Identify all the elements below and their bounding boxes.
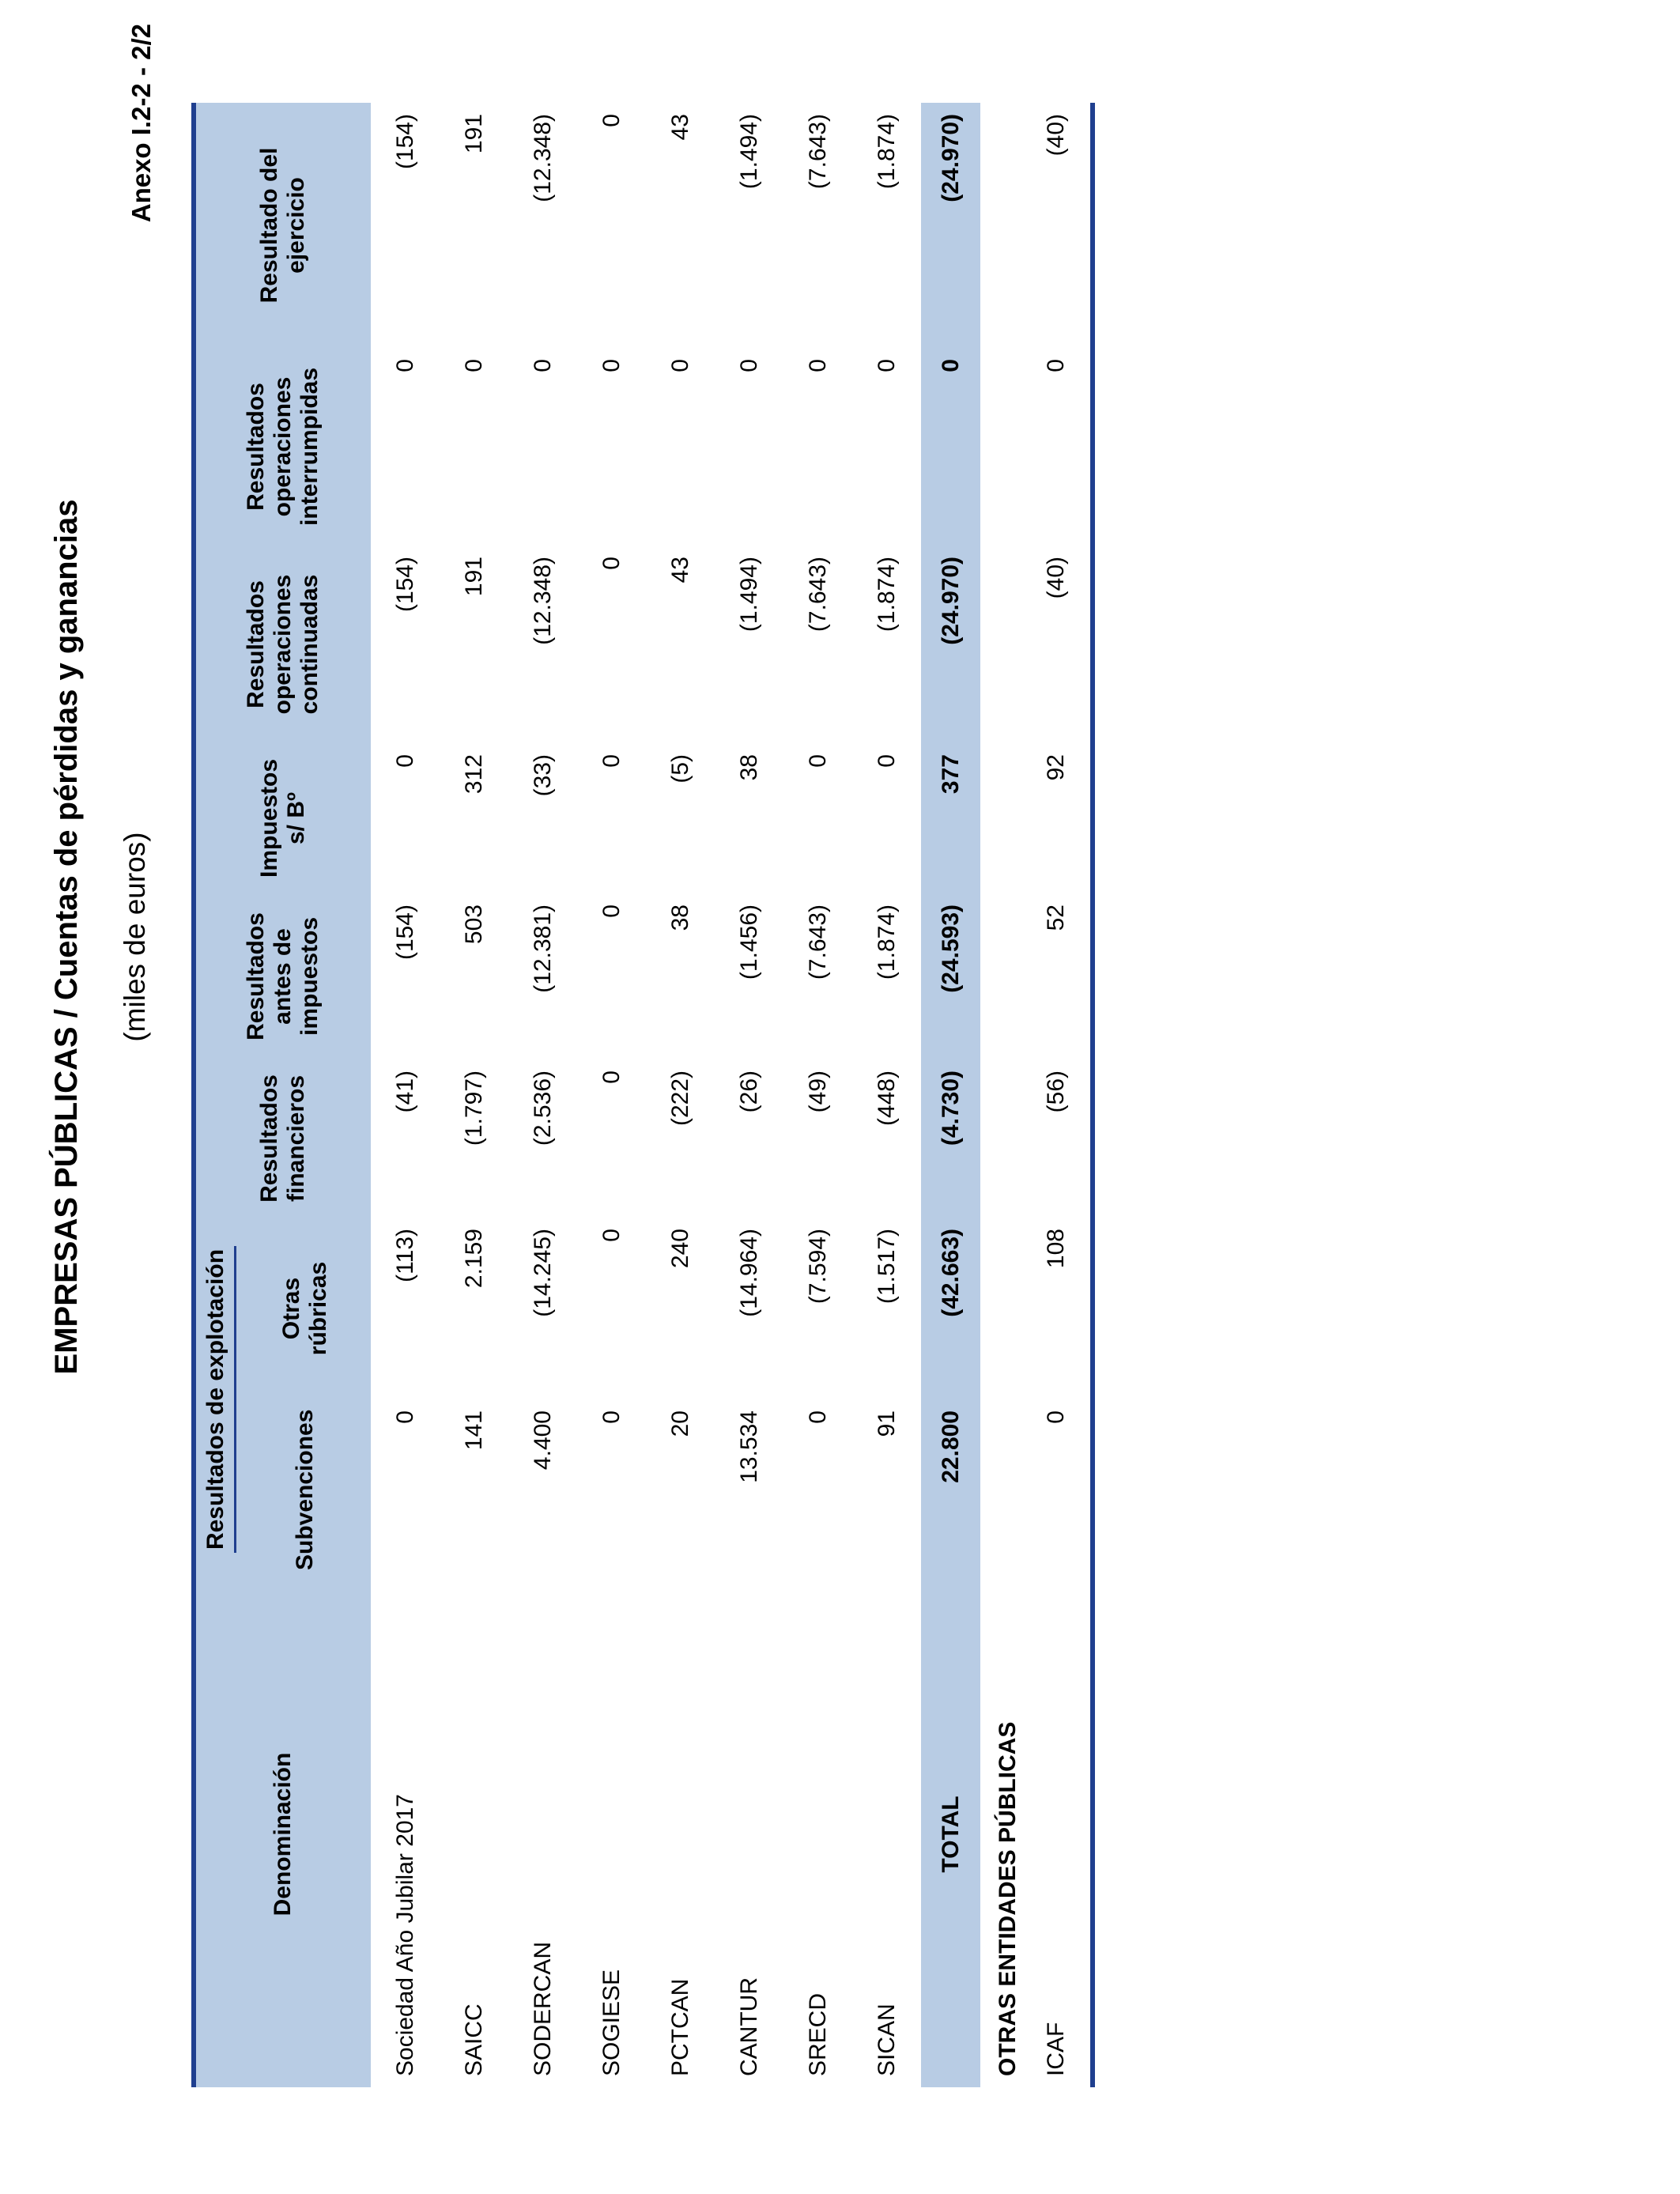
value-cell: 108 bbox=[1042, 1229, 1069, 1269]
header-antes-impuestos: Resultados antes de impuestos bbox=[195, 893, 371, 1059]
header-explotacion-label: Resultados de explotación bbox=[202, 1246, 236, 1553]
value-cell: 0 bbox=[391, 359, 418, 372]
value-cell: (49) bbox=[804, 1071, 831, 1113]
value-cell: (1.456) bbox=[735, 904, 762, 980]
table-body bbox=[371, 103, 1090, 2087]
entity-name: Sociedad Año Jubilar 2017 bbox=[391, 1794, 418, 2076]
entity-name: SODERCAN bbox=[529, 1941, 556, 2076]
pl-table bbox=[195, 103, 1090, 2087]
value-cell: 0 bbox=[598, 1229, 625, 1242]
value-cell: 4.400 bbox=[529, 1410, 556, 1471]
entity-name: CANTUR bbox=[735, 1977, 762, 2076]
value-cell: 191 bbox=[460, 557, 487, 597]
table-top-border bbox=[191, 103, 196, 2087]
entity-name: ICAF bbox=[1042, 2022, 1069, 2076]
value-cell: (154) bbox=[391, 904, 418, 961]
value-cell: 312 bbox=[460, 754, 487, 795]
document-subtitle: (miles de euros) bbox=[119, 832, 151, 1042]
value-cell: 503 bbox=[460, 904, 487, 945]
value-cell: 0 bbox=[804, 754, 831, 768]
value-cell: 0 bbox=[598, 359, 625, 372]
value-cell: 0 bbox=[804, 1410, 831, 1424]
entity-name: SICAN bbox=[873, 2003, 900, 2076]
value-cell: 0 bbox=[460, 359, 487, 372]
entity-name: PCTCAN bbox=[666, 1978, 693, 2076]
value-cell: (113) bbox=[391, 1229, 418, 1282]
value-cell: 0 bbox=[598, 114, 625, 127]
header-op-interrumpidas: Resultados operaciones interrumpidas bbox=[195, 348, 371, 546]
value-cell: (154) bbox=[391, 557, 418, 613]
value-cell: (7.643) bbox=[804, 904, 831, 980]
header-otras-rubricas: Otras rúbricas bbox=[240, 1218, 371, 1399]
value-cell: 52 bbox=[1042, 904, 1069, 931]
value-cell: 38 bbox=[735, 754, 762, 781]
value-cell: 13.534 bbox=[735, 1410, 762, 1483]
value-cell: (33) bbox=[529, 754, 556, 797]
value-cell: 0 bbox=[529, 359, 556, 372]
header-denominacion: Denominación bbox=[195, 1581, 371, 2087]
value-cell: 92 bbox=[1042, 754, 1069, 781]
value-cell: (7.643) bbox=[804, 557, 831, 633]
value-cell: 22.800 bbox=[921, 1399, 980, 1581]
value-cell: (1.494) bbox=[735, 557, 762, 633]
value-cell: 0 bbox=[598, 557, 625, 570]
value-cell: 191 bbox=[460, 114, 487, 154]
document-title: EMPRESAS PÚBLICAS / Cuentas de pérdidas y ganancias bbox=[49, 499, 84, 1375]
table-row bbox=[508, 103, 577, 2087]
header-op-continuadas: Resultados operaciones continuadas bbox=[195, 546, 371, 743]
value-cell: (24.970) bbox=[921, 103, 980, 348]
value-cell: 0 bbox=[1042, 1410, 1069, 1424]
value-cell: (4.730) bbox=[921, 1059, 980, 1218]
value-cell: (14.245) bbox=[529, 1229, 556, 1317]
header-row-group bbox=[195, 103, 240, 2087]
value-cell: 0 bbox=[804, 359, 831, 372]
header-financieros: Resultados financieros bbox=[195, 1059, 371, 1218]
table-bottom-border bbox=[1090, 103, 1095, 2087]
value-cell: (1.874) bbox=[873, 904, 900, 980]
table-row bbox=[1021, 103, 1090, 2087]
value-cell: 0 bbox=[666, 359, 693, 372]
value-cell: 0 bbox=[598, 754, 625, 768]
value-cell: 91 bbox=[873, 1410, 900, 1437]
value-cell: 43 bbox=[666, 114, 693, 141]
entity-name: SAICC bbox=[460, 2003, 487, 2076]
value-cell: 38 bbox=[666, 904, 693, 931]
value-cell: (5) bbox=[666, 754, 693, 784]
value-cell: 0 bbox=[598, 1410, 625, 1424]
pl-table-wrapper bbox=[195, 103, 1090, 2087]
annex-label: Anexo I.2-2 - 2/2 bbox=[126, 24, 156, 223]
value-cell: (12.348) bbox=[529, 557, 556, 645]
table-row bbox=[646, 103, 715, 2087]
value-cell: (40) bbox=[1042, 557, 1069, 599]
value-cell: (1.797) bbox=[460, 1071, 487, 1146]
value-cell: (12.348) bbox=[529, 114, 556, 202]
header-subvenciones: Subvenciones bbox=[240, 1399, 371, 1581]
value-cell: (56) bbox=[1042, 1071, 1069, 1113]
value-cell: 0 bbox=[921, 348, 980, 546]
value-cell: 0 bbox=[873, 359, 900, 372]
value-cell: (222) bbox=[666, 1071, 693, 1127]
value-cell: (1.517) bbox=[873, 1229, 900, 1305]
value-cell: (40) bbox=[1042, 114, 1069, 157]
table-row bbox=[852, 103, 921, 2087]
value-cell: (2.536) bbox=[529, 1071, 556, 1146]
entity-name: TOTAL bbox=[921, 1581, 980, 2087]
section-title: OTRAS ENTIDADES PÚBLICAS bbox=[995, 1721, 1021, 2076]
value-cell: (154) bbox=[391, 114, 418, 170]
total-row bbox=[921, 103, 980, 2087]
header-explotacion-group bbox=[195, 1218, 240, 1581]
value-cell: 20 bbox=[666, 1410, 693, 1437]
value-cell: (12.381) bbox=[529, 904, 556, 993]
section-row bbox=[980, 103, 1021, 2087]
value-cell: 0 bbox=[598, 904, 625, 918]
value-cell: 0 bbox=[391, 754, 418, 768]
value-cell: (7.594) bbox=[804, 1229, 831, 1305]
value-cell: 0 bbox=[735, 359, 762, 372]
value-cell: 141 bbox=[460, 1410, 487, 1451]
value-cell: 240 bbox=[666, 1229, 693, 1269]
header-ejercicio: Resultado del ejercicio bbox=[195, 103, 371, 348]
value-cell: 43 bbox=[666, 557, 693, 583]
header-impuestos: Impuestos s/ Bº bbox=[195, 743, 371, 893]
value-cell: 0 bbox=[1042, 359, 1069, 372]
value-cell: (1.874) bbox=[873, 557, 900, 633]
value-cell: 0 bbox=[873, 754, 900, 768]
value-cell: (448) bbox=[873, 1071, 900, 1127]
table-row bbox=[371, 103, 440, 2087]
value-cell: (26) bbox=[735, 1071, 762, 1113]
table-row bbox=[783, 103, 852, 2087]
value-cell: (42.663) bbox=[921, 1218, 980, 1399]
value-cell: 0 bbox=[598, 1071, 625, 1084]
table-row bbox=[577, 103, 646, 2087]
value-cell: (24.970) bbox=[921, 546, 980, 743]
value-cell: (41) bbox=[391, 1071, 418, 1113]
entity-name: SRECD bbox=[804, 1992, 831, 2076]
value-cell: 0 bbox=[391, 1410, 418, 1424]
value-cell: (1.494) bbox=[735, 114, 762, 190]
value-cell: 377 bbox=[921, 743, 980, 893]
table-row bbox=[440, 103, 508, 2087]
table-row bbox=[715, 103, 783, 2087]
value-cell: (7.643) bbox=[804, 114, 831, 190]
value-cell: 2.159 bbox=[460, 1229, 487, 1289]
value-cell: (1.874) bbox=[873, 114, 900, 190]
entity-name: SOGIESE bbox=[598, 1969, 625, 2076]
value-cell: (24.593) bbox=[921, 893, 980, 1059]
value-cell: (14.964) bbox=[735, 1229, 762, 1317]
